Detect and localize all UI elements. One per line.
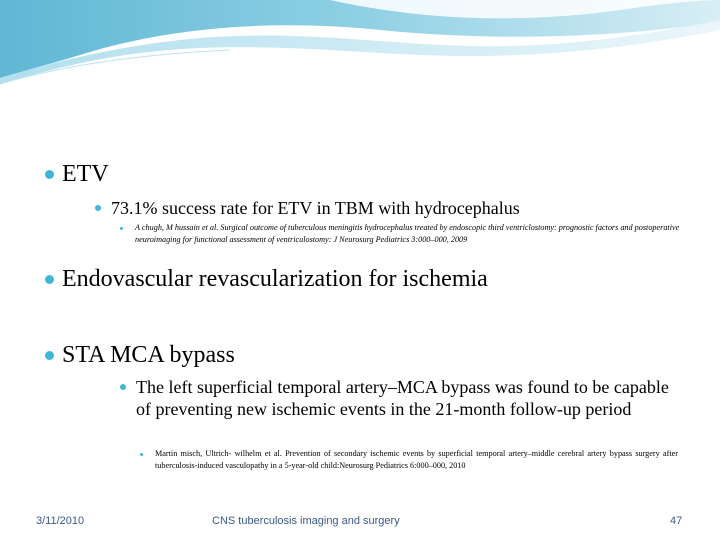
bullet-dot-icon [45, 275, 54, 284]
bullet-sta-heading: STA MCA bypass [62, 342, 235, 368]
bullet-dot-icon [120, 384, 126, 390]
bullet-dot-icon [140, 453, 143, 456]
bullet-etv-ref-text: A chugh, M hussain et al. Surgical outcome of tuberculous meningitis hydrocephalus treated by endoscopic third ventriclostomy: prognostic factors and postoperative neuroimaging for functional assessment of ventriculostomy: J Neurosurg Pediatrics 3:000–000, 2009 [135, 223, 680, 244]
bullet-etv-sub-text: 73.1% success rate for ETV in TBM with hydrocephalus [111, 198, 520, 218]
bullet-sta [45, 341, 235, 369]
bullet-dot-icon [95, 205, 101, 211]
footer-page-number: 47 [670, 515, 683, 527]
bullet-dot-icon [45, 351, 54, 360]
bullet-etv-ref [120, 222, 680, 245]
footer-date: 3/11/2010 [36, 515, 85, 527]
bullet-etv-heading: ETV [62, 161, 109, 187]
bullet-dot-icon [120, 227, 123, 230]
bullet-sta-ref [140, 448, 678, 471]
bullet-endovascular [45, 265, 488, 293]
bullet-sta-ref-text: Martin misch, Ultrich- wilhelm et al. Prevention of secondary ischemic events by superficial temporal artery–middle cerebral artery bypass surgery after tuberculosis-induced vasculopathy in a 5-year-old child:Neurosurg Pediatrics 6:000–000, 2010 [155, 449, 678, 470]
bullet-sta-sub [120, 376, 685, 420]
footer-title: CNS tuberculosis imaging and surgery [212, 515, 400, 527]
bullet-endovascular-heading: Endovascular revascularization for ischemia [62, 266, 488, 292]
bullet-dot-icon [45, 170, 54, 179]
header-wave-decoration [0, 0, 720, 90]
bullet-etv-sub [95, 197, 520, 219]
bullet-etv [45, 160, 109, 188]
bullet-sta-sub-text: The left superficial temporal artery–MCA bypass was found to be capable of preventing new ischemic events in the 21-month follow-up period [136, 377, 669, 419]
